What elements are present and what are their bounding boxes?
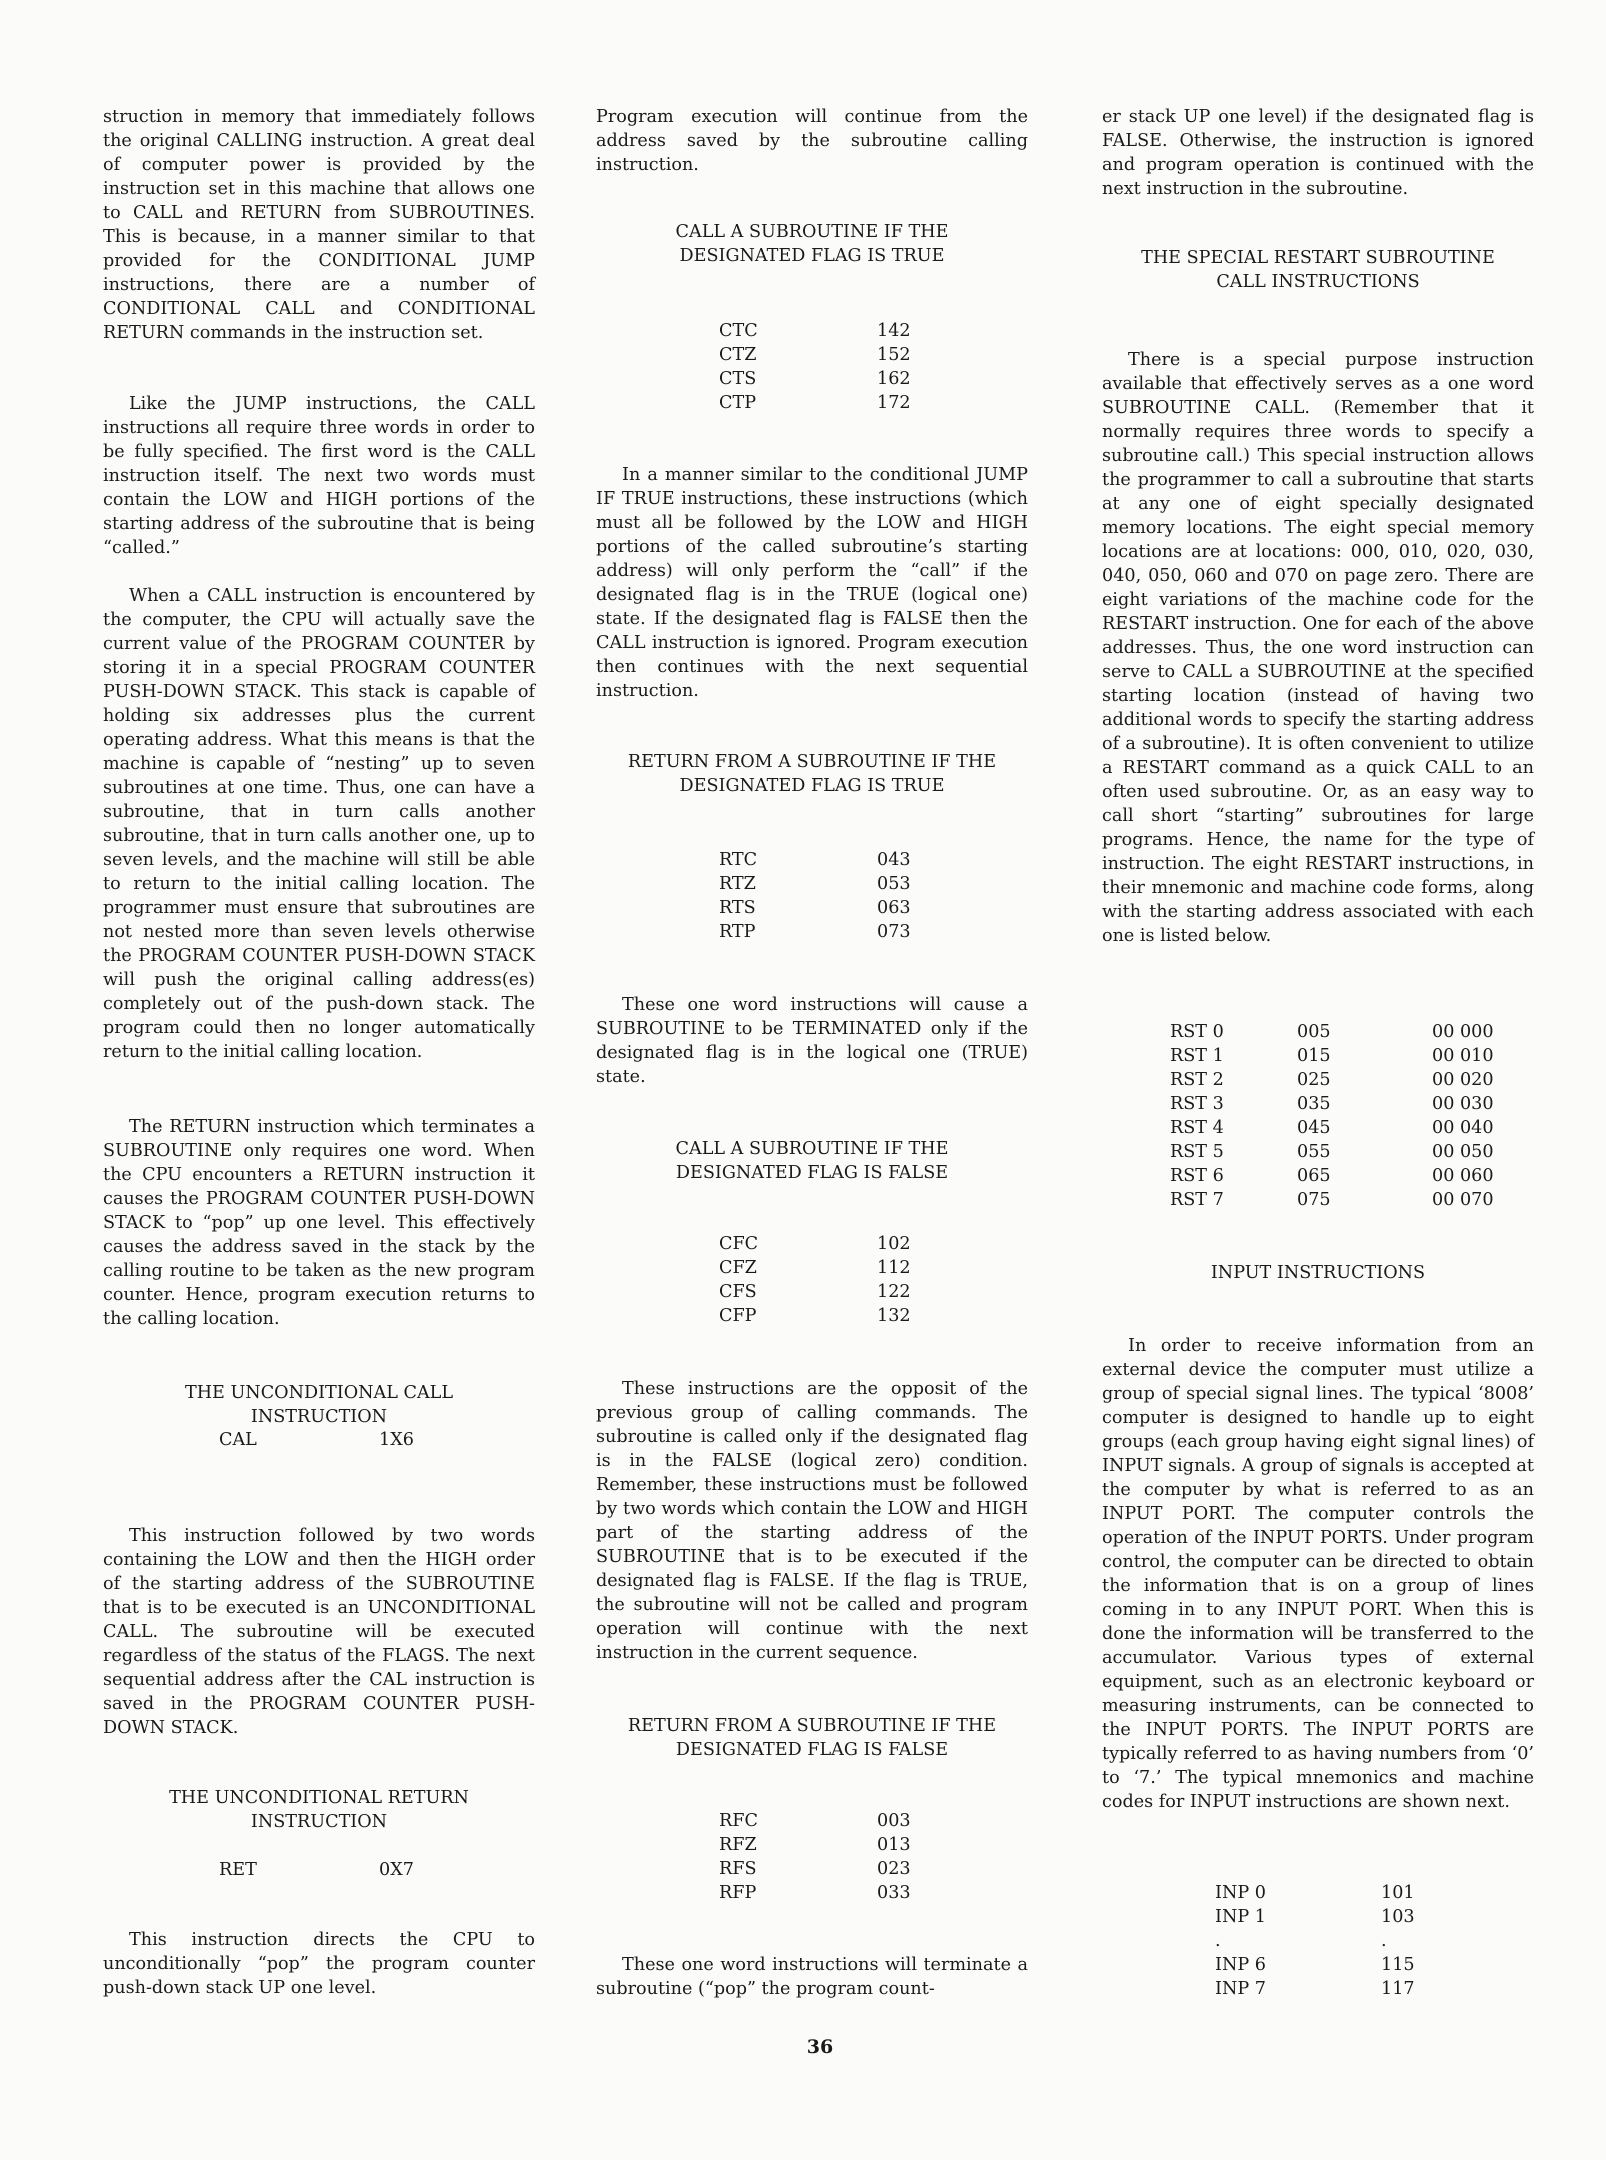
table-cell: 043 bbox=[877, 850, 911, 870]
table-row bbox=[1102, 1905, 1534, 1929]
table-cell: CFP bbox=[719, 1306, 757, 1326]
section-heading: INPUT INSTRUCTIONS bbox=[1210, 1263, 1426, 1283]
section-heading: THE SPECIAL RESTART SUBROUTINE CALL INSTRUCTIONS bbox=[1141, 248, 1495, 292]
restart-table bbox=[1102, 1020, 1534, 1212]
table-row bbox=[596, 343, 1028, 367]
paragraph: In a manner similar to the conditional JUMP IF TRUE instructions, these instructions (which must all be followed by the LOW and HIGH portions of the called subroutine’s starting address) will only perform the “call” if the designated flag is in the TRUE (logical one) state. If the designated flag is FALSE then the CALL instruction is ignored. Program execution then continues with the next sequential instruction. bbox=[596, 465, 1028, 701]
table-cell: 122 bbox=[877, 1282, 911, 1302]
table-row bbox=[596, 1833, 1028, 1857]
paragraph: The RETURN instruction which terminates a SUBROUTINE only requires one word. When the CPU encounters a RETURN instruction it causes the PROGRAM COUNTER PUSH-DOWN STACK to “pop” up one level. This effectively causes the address saved in the stack by the calling routine to be taken as the new program counter. Hence, program execution returns to the calling location. bbox=[103, 1117, 535, 1329]
table-row bbox=[1102, 1140, 1534, 1164]
table-row bbox=[596, 1809, 1028, 1833]
table-cell: CTZ bbox=[719, 345, 757, 365]
table-cell: RFZ bbox=[719, 1835, 757, 1855]
table-cell: 003 bbox=[877, 1811, 911, 1831]
table-cell: 00 060 bbox=[1432, 1166, 1494, 1186]
table-row bbox=[596, 920, 1028, 944]
instruction-table bbox=[596, 1232, 1028, 1328]
table-cell: 172 bbox=[877, 393, 911, 413]
table-cell: 033 bbox=[877, 1883, 911, 1903]
table-row bbox=[596, 1304, 1028, 1328]
table-cell: RST 7 bbox=[1170, 1190, 1224, 1210]
table-row bbox=[1102, 1881, 1534, 1905]
paragraph: There is a special purpose instruction available that effectively serves as a one word SUBROUTINE CALL. (Remember that it normally requires three words to specify a subroutine call.) This special instruction allows the programmer to call a subroutine that starts at any one of eight specially designated memory locations. The eight special memory locations are at locations: 000, 010, 020, 030, 040, 050, 060 and 070 on page zero. There are eight variations of the machine code for the RESTART instruction. One for each of the above addresses. Thus, the one word instruction can serve to CALL a SUBROUTINE at the specified starting location (instead of having two additional words to specify the starting address of a subroutine). It is often convenient to utilize a RESTART command as a quick CALL to an often used subroutine. Or, as an easy way to call short “starting” subroutines for large programs. Hence, the name for the type of instruction. The eight RESTART instructions, in their mnemonic and machine code forms, along with the starting address associated with each one is listed below. bbox=[1102, 350, 1534, 946]
table-row bbox=[1102, 1929, 1534, 1953]
table-cell: 035 bbox=[1297, 1094, 1331, 1114]
table-cell: 00 020 bbox=[1432, 1070, 1494, 1090]
table-cell: 075 bbox=[1297, 1190, 1331, 1210]
table-cell: RTS bbox=[719, 898, 756, 918]
section-heading: RETURN FROM A SUBROUTINE IF THE DESIGNATED FLAG IS TRUE bbox=[627, 752, 997, 796]
paragraph: Program execution will continue from the address saved by the subroutine calling instruction. bbox=[596, 107, 1028, 175]
table-cell: RFC bbox=[719, 1811, 758, 1831]
table-cell: 073 bbox=[877, 922, 911, 942]
table-cell: CTS bbox=[719, 369, 757, 389]
table-cell: INP 7 bbox=[1215, 1979, 1266, 1999]
table-row: CAL 1X6 bbox=[219, 1430, 414, 1450]
table-row bbox=[1102, 1020, 1534, 1044]
paragraph: These one word instructions will cause a SUBROUTINE to be TERMINATED only if the designated flag is in the logical one (TRUE) state. bbox=[596, 995, 1028, 1087]
section-heading: THE UNCONDITIONAL CALL INSTRUCTION bbox=[184, 1383, 454, 1427]
paragraph: Like the JUMP instructions, the CALL instructions all require three words in order to be fully specified. The first word is the CALL instruction itself. The next two words must contain the LOW and HIGH portions of the starting address of the subroutine that is being “called.” bbox=[103, 394, 535, 558]
table-cell: RST 5 bbox=[1170, 1142, 1224, 1162]
instruction-table bbox=[596, 319, 1028, 415]
paragraph: When a CALL instruction is encountered by the computer, the CPU will actually save the current value of the PROGRAM COUNTER by storing it in a special PROGRAM COUNTER PUSH-DOWN STACK. This stack is capable of holding six addresses plus the current operating address. What this means is that the machine is capable of “nesting” up to seven subroutines at one time. Thus, one can have a subroutine, that in turn calls another subroutine, that in turn calls another one, up to seven levels, and the machine will still be able to return to the initial calling location. The programmer must ensure that subroutines are not nested more than seven levels otherwise the PROGRAM COUNTER PUSH-DOWN STACK will push the original calling address(es) completely out of the push-down stack. The program could then no longer automatically return to the initial calling location. bbox=[103, 586, 535, 1062]
table-cell: RTP bbox=[719, 922, 756, 942]
paragraph: er stack UP one level) if the designated flag is FALSE. Otherwise, the instruction is ignored and program operation is continued with the next instruction in the subroutine. bbox=[1102, 107, 1534, 199]
table-cell: INP 6 bbox=[1215, 1955, 1266, 1975]
table-cell: 102 bbox=[877, 1234, 911, 1254]
table-cell: 142 bbox=[877, 321, 911, 341]
table-cell: 00 030 bbox=[1432, 1094, 1494, 1114]
page-number: 36 bbox=[806, 2036, 834, 2058]
paragraph: struction in memory that immediately follows the original CALLING instruction. A great deal of computer power is provided by the instruction set in this machine that allows one to CALL and RETURN from SUBROUTINES. This is because, in a manner similar to that provided for the CONDITIONAL JUMP instructions, there are a number of CONDITIONAL CALL and CONDITIONAL RETURN commands in the instruction set. bbox=[103, 107, 535, 343]
section-heading: THE UNCONDITIONAL RETURN INSTRUCTION bbox=[169, 1788, 469, 1832]
table-cell: INP 0 bbox=[1215, 1883, 1266, 1903]
table-row bbox=[1102, 1044, 1534, 1068]
table-row bbox=[596, 367, 1028, 391]
table-row bbox=[596, 872, 1028, 896]
table-cell: RST 2 bbox=[1170, 1070, 1224, 1090]
instruction-table bbox=[596, 848, 1028, 944]
table-cell: RFP bbox=[719, 1883, 757, 1903]
table-cell: CTC bbox=[719, 321, 758, 341]
table-cell: RST 0 bbox=[1170, 1022, 1224, 1042]
paragraph: In order to receive information from an external device the computer must utilize a group of special signal lines. The typical ‘8008’ computer is designed to handle up to eight groups (each group having eight signal lines) of INPUT signals. A group of signals is accepted at the computer by what is referred to as an INPUT PORT. The computer controls the operation of the INPUT PORTS. Under program control, the computer can be directed to obtain the information that is on a group of lines coming in to any INPUT PORT. When this is done the information will be transferred to the accumulator. Various types of external equipment, such as an electronic keyboard or measuring instruments, can be connected to the INPUT PORTS. The INPUT PORTS are typically referred to as having numbers from ‘0’ to ‘7.’ The typical mnemonics and machine codes for INPUT instructions are shown next. bbox=[1102, 1336, 1534, 1812]
table-cell: 063 bbox=[877, 898, 911, 918]
table-cell: CFS bbox=[719, 1282, 757, 1302]
table-row bbox=[1102, 1164, 1534, 1188]
paragraph: This instruction followed by two words containing the LOW and then the HIGH order of the starting address of the SUBROUTINE that is to be executed is an UNCONDITIONAL CALL. The subroutine will be executed regardless of the status of the FLAGS. The next sequential address after the CAL instruction is saved in the PROGRAM COUNTER PUSH-DOWN STACK. bbox=[103, 1526, 535, 1738]
table-row bbox=[596, 391, 1028, 415]
table-row bbox=[596, 1280, 1028, 1304]
table-cell: 013 bbox=[877, 1835, 911, 1855]
paragraph: This instruction directs the CPU to unconditionally “pop” the program counter push-down stack UP one level. bbox=[103, 1930, 535, 1998]
table-cell: CFC bbox=[719, 1234, 759, 1254]
paragraph: These one word instructions will terminate a subroutine (“pop” the program count- bbox=[596, 1955, 1028, 1999]
table-row bbox=[596, 319, 1028, 343]
table-row bbox=[596, 896, 1028, 920]
section-heading: CALL A SUBROUTINE IF THE DESIGNATED FLAG IS FALSE bbox=[675, 1139, 949, 1183]
table-row bbox=[596, 1256, 1028, 1280]
table-cell: 132 bbox=[877, 1306, 911, 1326]
table-row bbox=[1102, 1092, 1534, 1116]
table-row bbox=[596, 1232, 1028, 1256]
instruction-table bbox=[103, 1858, 535, 1882]
table-cell: RFS bbox=[719, 1859, 757, 1879]
table-cell: CTP bbox=[719, 393, 757, 413]
table-cell: 117 bbox=[1381, 1979, 1415, 1999]
table-row: RET 0X7 bbox=[219, 1860, 414, 1880]
table-cell: 115 bbox=[1381, 1955, 1415, 1975]
table-cell: 065 bbox=[1297, 1166, 1331, 1186]
instruction-table bbox=[596, 1809, 1028, 1905]
table-row bbox=[1102, 1068, 1534, 1092]
table-cell: 023 bbox=[877, 1859, 911, 1879]
table-cell: 162 bbox=[877, 369, 911, 389]
table-cell: 101 bbox=[1381, 1883, 1415, 1903]
table-cell: 055 bbox=[1297, 1142, 1331, 1162]
section-heading: CALL A SUBROUTINE IF THE DESIGNATED FLAG IS TRUE bbox=[675, 222, 949, 266]
table-cell: 00 050 bbox=[1432, 1142, 1494, 1162]
table-cell: 005 bbox=[1297, 1022, 1331, 1042]
table-cell: RTC bbox=[719, 850, 758, 870]
paragraph: These instructions are the opposit of the previous group of calling commands. The subroutine is called only if the designated flag is in the FALSE (logical zero) condition. Remember, these instructions must be followed by two words which contain the LOW and HIGH part of the starting address of the SUBROUTINE that is to be executed if the designated flag is FALSE. If the flag is TRUE, the subroutine will not be called and program operation will continue with the next instruction in the current sequence. bbox=[596, 1379, 1028, 1663]
table-cell: 015 bbox=[1297, 1046, 1331, 1066]
table-cell: RST 3 bbox=[1170, 1094, 1224, 1114]
input-table bbox=[1102, 1881, 1534, 2001]
table-cell: 112 bbox=[877, 1258, 911, 1278]
table-row bbox=[1102, 1116, 1534, 1140]
table-row bbox=[1102, 1977, 1534, 2001]
table-cell: CFZ bbox=[719, 1258, 757, 1278]
section-heading: RETURN FROM A SUBROUTINE IF THE DESIGNATED FLAG IS FALSE bbox=[627, 1716, 997, 1760]
table-cell: . bbox=[1215, 1931, 1221, 1951]
table-row bbox=[1102, 1188, 1534, 1212]
table-row bbox=[596, 1857, 1028, 1881]
table-cell: RST 6 bbox=[1170, 1166, 1224, 1186]
table-row bbox=[596, 1881, 1028, 1905]
table-row bbox=[1102, 1953, 1534, 1977]
table-cell: RTZ bbox=[719, 874, 756, 894]
table-cell: RST 4 bbox=[1170, 1118, 1224, 1138]
table-cell: 045 bbox=[1297, 1118, 1331, 1138]
table-cell: 00 000 bbox=[1432, 1022, 1494, 1042]
table-cell: 103 bbox=[1381, 1907, 1415, 1927]
table-row bbox=[596, 848, 1028, 872]
table-cell: RST 1 bbox=[1170, 1046, 1224, 1066]
table-cell: . bbox=[1381, 1931, 1387, 1951]
table-cell: INP 1 bbox=[1215, 1907, 1266, 1927]
instruction-table bbox=[103, 1428, 535, 1452]
table-cell: 152 bbox=[877, 345, 911, 365]
table-cell: 00 040 bbox=[1432, 1118, 1494, 1138]
table-cell: 00 070 bbox=[1432, 1190, 1494, 1210]
table-cell: 053 bbox=[877, 874, 911, 894]
table-cell: 00 010 bbox=[1432, 1046, 1494, 1066]
table-cell: 025 bbox=[1297, 1070, 1331, 1090]
